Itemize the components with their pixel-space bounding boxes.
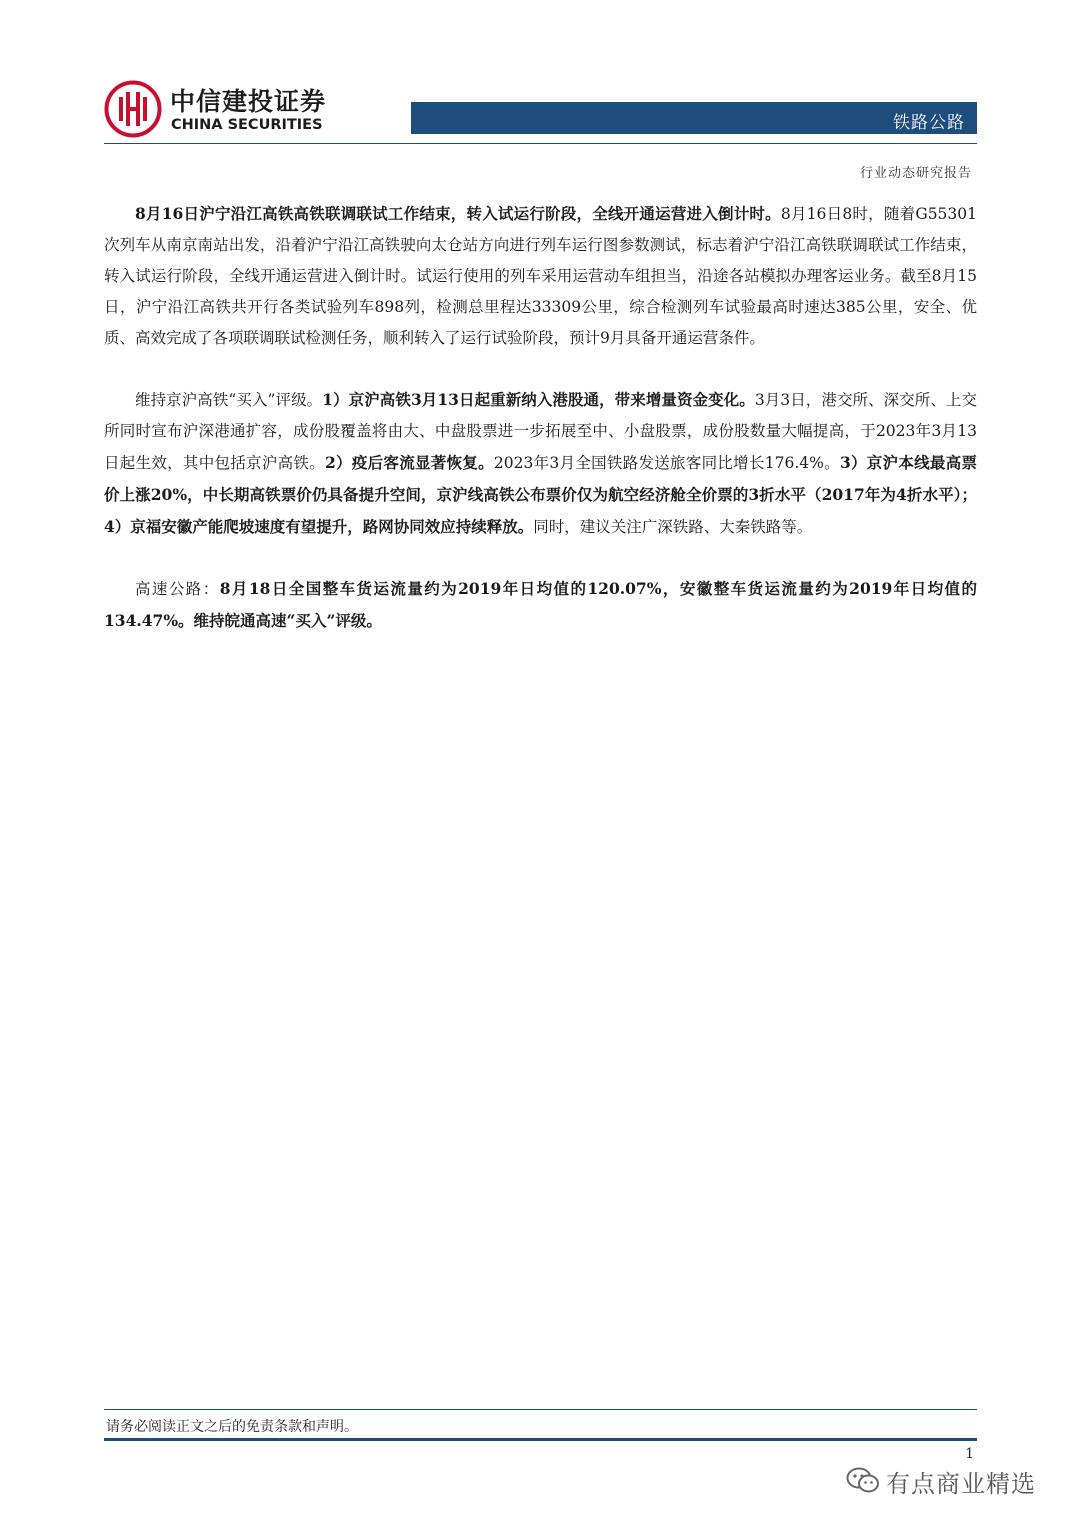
header-divider: [104, 143, 977, 144]
bold-text-run: 3）京沪本线最高票价上涨20%，中长期高铁票价仍具备提升空间，京沪线高铁公布票价仅为航空经济舱全价票的3折水平（2017年为4折水平）；4）京福安徽产能爬坡速度有望提升，路网协同效应持续释放。: [104, 453, 977, 536]
bold-text-run: 8月16日沪宁沿江高铁高铁联调联试工作结束，转入试运行阶段，全线开通运营进入倒计时。: [135, 204, 781, 223]
citic-logo-icon: [104, 80, 162, 138]
text-run: 高速公路：: [135, 580, 220, 598]
report-body: [104, 198, 977, 667]
text-run: 维持京沪高铁“买入”评级。: [135, 391, 323, 409]
sector-banner: [411, 102, 977, 134]
bold-text-run: 8月18日全国整车货运流量约为2019年日均值的120.07%，安徽整车货运流量约为2019年日均值的134.47%。维持皖通高速“买入”评级。: [104, 579, 977, 630]
watermark-text: 有点商业精选: [886, 1470, 1036, 1498]
bold-text-run: 2）疫后客流显著恢复。: [324, 453, 494, 472]
body-paragraph: [104, 573, 977, 637]
footer-divider-bottom: [104, 1438, 977, 1441]
logo-english-name: CHINA SECURITIES: [171, 117, 323, 133]
sector-title: 铁路公路: [893, 113, 965, 133]
report-type-label: 行业动态研究报告: [859, 166, 972, 181]
logo-chinese-name: 中信建投证券: [170, 87, 327, 116]
disclaimer-note: 请务必阅读正文之后的免责条款和声明。: [106, 1419, 358, 1435]
body-paragraph: [104, 384, 977, 543]
page-number: 1: [965, 1446, 974, 1462]
text-run: 同时，建议关注广深铁路、大秦铁路等。: [533, 518, 813, 536]
company-logo: [104, 80, 344, 142]
text-run: 2023年3月全国铁路发送旅客同比增长176.4%。: [493, 454, 840, 472]
body-paragraph: [104, 198, 977, 354]
wechat-watermark: [846, 1462, 1056, 1498]
text-run: 8月16日8时，随着G55301次列车从南京南站出发，沿着沪宁沿江高铁驶向太仓站方向进行列车运行图参数测试，标志着沪宁沿江高铁联调联试工作结束，转入试运行阶段，全线开通运营进入倒计时。试运行使用的列车采用运营动车组担当，沿途各站模拟办理客运业务。截至8月15日，沪宁沿江高铁共开行各类试验列车898列，检测总里程达33309公里，综合检测列车试验最高时速达385公里，安全、优质、高效完成了各项联调联试检测任务，顺利转入了运行试验阶段，预计9月具备开通运营条件。: [104, 205, 978, 347]
footer-divider-top: [104, 1409, 977, 1410]
bold-text-run: 1）京沪高铁3月13日起重新纳入港股通，带来增量资金变化。: [322, 390, 755, 409]
text-run: 3月3日，港交所、深交所、上交所同时宣布沪深港通扩容，成份股覆盖将由大、中盘股票进一步拓展至中、小盘股票，成份股数量大幅提高，于2023年3月13日起生效，其中包括京沪高铁。: [104, 391, 977, 472]
wechat-icon: [846, 1466, 880, 1494]
